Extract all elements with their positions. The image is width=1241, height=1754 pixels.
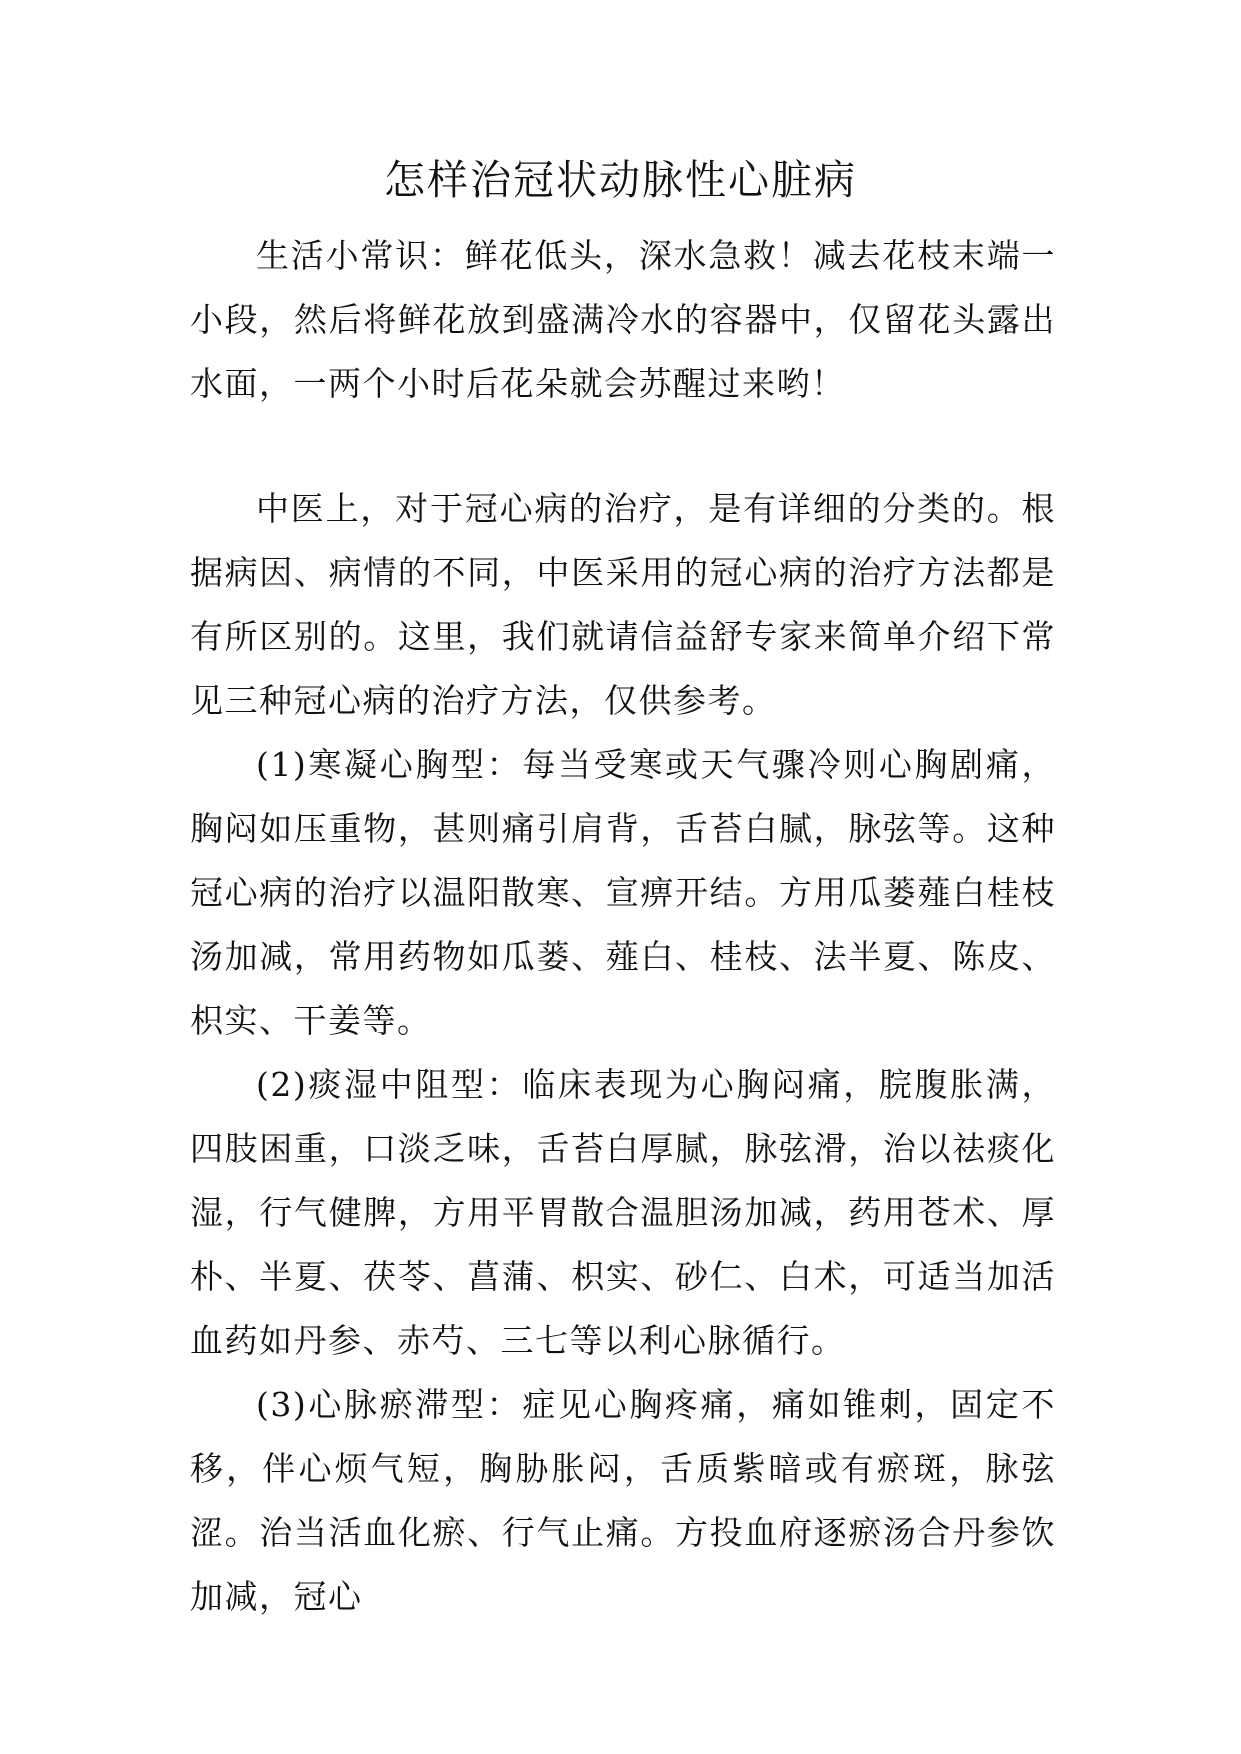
type2-paragraph: (2)痰湿中阻型：临床表现为心胸闷痛，脘腹胀满，四肢困重，口淡乏味，舌苔白厚腻，脉弦滑，治以祛痰化湿，行气健脾，方用平胃散合温胆汤加减，药用苍术、厚朴、半夏、茯苓、菖蒲、枳实、砂仁、白术，可适当加活血药如丹参、赤芍、三七等以利心脉循行。 <box>190 1065 1056 1360</box>
type3-paragraph: (3)心脉瘀滞型：症见心胸疼痛，痛如锥刺，固定不移，伴心烦气短，胸胁胀闷，舌质紫暗或有瘀斑，脉弦涩。治当活血化瘀、行气止痛。方投血府逐瘀汤合丹参饮加减，冠心 <box>190 1385 1056 1616</box>
intro-paragraph: 中医上，对于冠心病的治疗，是有详细的分类的。根据病因、病情的不同，中医采用的冠心病的治疗方法都是有所区别的。这里，我们就请信益舒专家来简单介绍下常见三种冠心病的治疗方法，仅供参考。 <box>190 489 1056 720</box>
type1-paragraph: (1)寒凝心胸型：每当受寒或天气骤冷则心胸剧痛，胸闷如压重物，甚则痛引肩背，舌苔白腻，脉弦等。这种冠心病的治疗以温阳散寒、宣痹开结。方用瓜蒌薤白桂枝汤加减，常用药物如瓜蒌、薤白、桂枝、法半夏、陈皮、枳实、干姜等。 <box>190 745 1056 1040</box>
tip-paragraph: 生活小常识：鲜花低头，深水急救！减去花枝末端一小段，然后将鲜花放到盛满冷水的容器中，仅留花头露出水面，一两个小时后花朵就会苏醒过来哟！ <box>190 236 1056 403</box>
document-title: 怎样治冠状动脉性心脏病 <box>384 156 857 204</box>
